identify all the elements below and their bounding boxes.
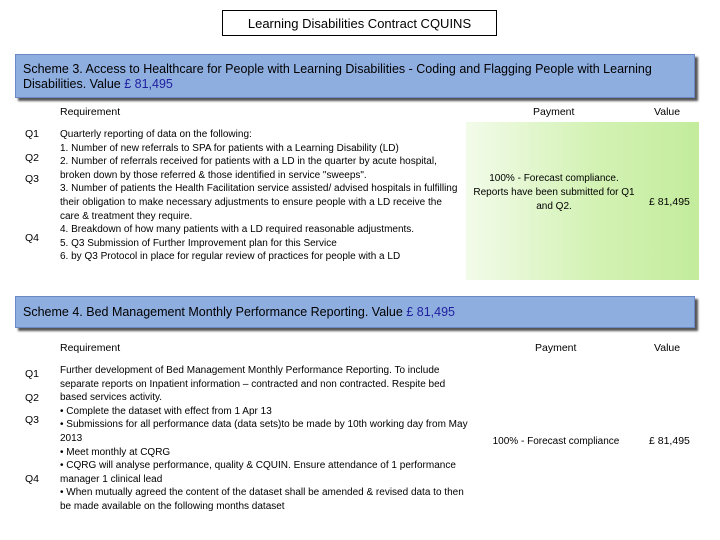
scheme4-title: Scheme 4. Bed Management Monthly Performance Reporting. Value (23, 305, 403, 319)
scheme4-q4-label: Q4 (25, 473, 40, 485)
scheme4-heading (15, 296, 695, 328)
scheme3-payment-header: Payment (533, 106, 575, 118)
scheme4-requirement-header: Requirement (60, 342, 121, 354)
scheme3-q4-label: Q4 (25, 232, 40, 244)
scheme4-value-cell: £ 81,495 (649, 435, 690, 447)
scheme4-payment-text: 100% - Forecast compliance (492, 436, 620, 447)
scheme3-q1-label: Q1 (25, 128, 40, 140)
scheme3-payment-text (468, 172, 640, 214)
scheme3-payment-line1: 100% - Forecast compliance. (489, 173, 619, 184)
scheme3-value-header: Value (654, 106, 681, 118)
scheme3-requirement-text: Quarterly reporting of data on the following: 1. Number of new referrals to SPA for patients with a Learning Disability (LD) 2. Number of referrals received for patients with a LD in the quarter by acute hospital, broken down by those referred & those identified in service "sweeps". 3. Number of patients the Health Facilitation service assisted/ advised hospitals in fulfilling their obligation to make necessary adjustments to ensure people with a LD receive the care & treatment they require. 4. Breakdown of how many patients with a LD required reasonable adjustments. 5. Q3 Submission of Further Improvement plan for this Service 6. by Q3 Protocol in place for regular review of practices for people with a LD (60, 129, 458, 263)
scheme4-q1-label: Q1 (25, 368, 40, 380)
scheme3-title-value: £ 81,495 (124, 77, 173, 91)
scheme3-q3-label: Q3 (25, 173, 40, 185)
scheme4-payment-header: Payment (535, 342, 577, 354)
scheme3-q2-label: Q2 (25, 152, 40, 164)
scheme4-title-value: £ 81,495 (406, 305, 455, 319)
scheme4-requirement-text: Further development of Bed Management Monthly Performance Reporting. To include separate reports on Inpatient information – contracted and non contracted. Respite bed based services activity. • Complete the dataset with effect from 1 Apr 13 • Submissions for all performance data (data sets)to be made by 10th working day from May 2013 • Meet monthly at CQRG • CQRG will analyse performance, quality & CQUIN. Ensure attendance of 1 performance manager 1 clinical lead • When mutually agreed the content of the dataset shall be amended & revised data to then be made available on the following months dataset (60, 365, 468, 512)
scheme4-q2-label: Q2 (25, 392, 40, 404)
scheme3-heading (15, 54, 695, 98)
scheme3-value-cell: £ 81,495 (649, 196, 690, 208)
scheme3-title: Scheme 3. Access to Healthcare for People with Learning Disabilities - Coding and Flagging People with Learning Disabilities. Value (23, 62, 652, 91)
scheme3-requirement-header: Requirement (60, 106, 121, 118)
scheme3-payment-line2: Reports have been submitted for Q1 and Q2. (473, 187, 635, 212)
page-title: Learning Disabilities Contract CQUINS (222, 10, 497, 36)
scheme4-q3-label: Q3 (25, 414, 40, 426)
scheme4-value-header: Value (654, 342, 681, 354)
